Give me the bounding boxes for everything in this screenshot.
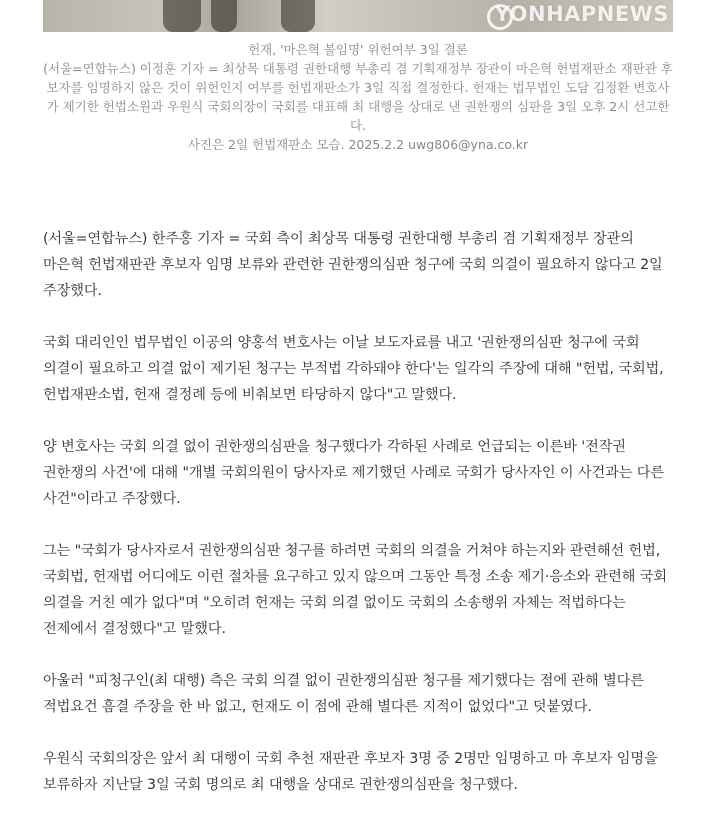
article-paragraph: 그는 "국회가 당사자로서 권한쟁의심판 청구를 하려면 국회의 의결을 거쳐야 하는지와 관련해선 헌법, 국회법, 헌재법 어디에도 이런 절차를 요구하고 있지 않으며 그동안 특정 소송 제기·응소와 관련해 국회 의결을 거친 예가 없다"며 "오히려 헌재는 국회 의결 없이도 국회의 소송행위 자체는 적법하다는 전제에서 결정했다"고 말했다. <box>43 543 667 637</box>
article-body <box>43 226 673 824</box>
photo-figure <box>281 0 315 32</box>
photo-watermark: YONHAPNEWS <box>494 2 669 26</box>
photo-figure <box>211 0 237 32</box>
article-paragraph: 국회 대리인인 법무법인 이공의 양홍석 변호사는 이날 보도자료를 내고 '권한쟁의심판 청구에 국회 의결이 필요하고 의결 없이 제기된 청구는 부적법 각하돼야 한다'는 일각의 주장에 대해 "헌법, 국회법, 헌법재판소법, 헌재 결정례 등에 비춰보면 타당하지 않다"고 말했다. <box>43 335 664 403</box>
news-photo <box>43 0 673 32</box>
caption-body: (서울=연합뉴스) 이정훈 기자 = 최상목 대통령 권한대행 부총리 겸 기획재정부 장관이 마은혁 헌법재판소 재판관 후보자를 임명하지 않은 것이 위헌인지 여부를 헌법재판소가 3일 직접 결정한다. 헌재는 법무법인 도담 김정환 변호사가 제기한 헌법소원과 우원식 국회의장이 국회를 대표해 최 대행을 상대로 낸 권한쟁의 심판을 3일 오후 2시 선고한다. <box>43 61 673 133</box>
photo-caption <box>43 40 673 154</box>
article-paragraph: 우원식 국회의장은 앞서 최 대행이 국회 추천 재판관 후보자 3명 중 2명만 임명하고 마 후보자 임명을 보류하자 지난달 3일 국회 명의로 최 대행을 상대로 권한쟁의심판을 청구했다. <box>43 751 658 793</box>
article-paragraph: 양 변호사는 국회 의결 없이 권한쟁의심판을 청구했다가 각하된 사례로 언급되는 이른바 '전작권 권한쟁의 사건'에 대해 "개별 국회의원이 당사자로 제기했던 사례로 국회가 당사자인 이 사건과는 다른 사건"이라고 주장했다. <box>43 439 664 507</box>
article-paragraph: 아울러 "피청구인(최 대행) 측은 국회 의결 없이 권한쟁의심판 청구를 제기했다는 점에 관해 별다른 적법요건 흠결 주장을 한 바 없고, 헌재도 이 점에 관해 별다른 지적이 없었다"고 덧붙였다. <box>43 673 644 715</box>
caption-title: 헌재, '마은혁 불임명' 위헌여부 3일 결론 <box>248 42 468 57</box>
article-paragraph: (서울=연합뉴스) 한주홍 기자 = 국회 측이 최상목 대통령 권한대행 부총리 겸 기획재정부 장관의 마은혁 헌법재판관 후보자 임명 보류와 관련한 권한쟁의심판 청구에 국회 의결이 필요하지 않다고 2일 주장했다. <box>43 231 663 299</box>
caption-credit: 사진은 2일 헌법재판소 모습. 2025.2.2 uwg806@yna.co.kr <box>187 137 529 152</box>
photo-figure <box>163 0 201 32</box>
